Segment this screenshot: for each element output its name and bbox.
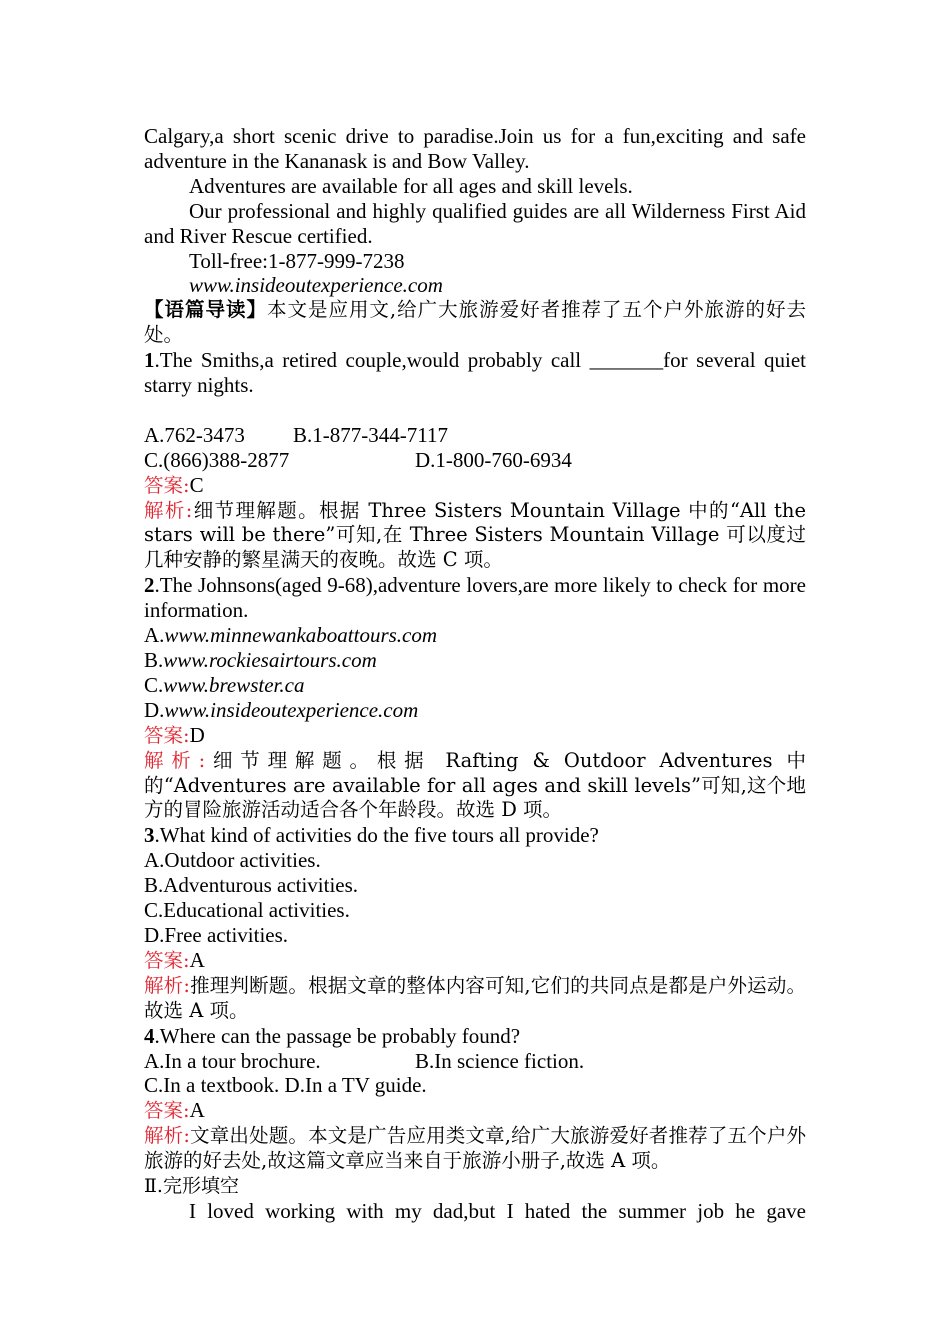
question-1-options-row-1 [144,423,806,448]
question-4-stem: 4.Where can the passage be probably found? [144,1023,521,1048]
question-1-answer: 答案:C [144,472,204,497]
question-3-option-d: D.Free activities. [144,922,289,947]
question-4-analysis: 解析:文章出处题。本文是广告应用类文章,给广大旅游爱好者推荐了五个户外旅游的好去处,故这篇文章应当来自于旅游小册子,故选 A 项。 [144,1124,806,1173]
question-1-option-c: C.(866)388-2877 [144,447,290,472]
section-2-title: Ⅱ.完形填空 [144,1175,239,1198]
passage-calgary: Calgary,a short scenic drive to paradise.Join us for a fun,exciting and safe adventure in the Kananask is and Bow Valley. [144,124,806,173]
passage-ages: Adventures are available for all ages and skill levels. [189,173,633,198]
question-2-answer: 答案:D [144,722,205,747]
reading-guide [144,298,806,348]
question-3-option-b: B.Adventurous activities. [144,873,359,898]
question-4-option-cd: C.In a textbook. D.In a TV guide. [144,1073,427,1098]
question-1-blank: _______ [589,348,664,373]
question-3-analysis: 解析:推理判断题。根据文章的整体内容可知,它们的共同点是都是户外运动。故选 A 项。 [144,973,806,1022]
question-3-option-a: A.Outdoor activities. [144,848,321,873]
section-2-first-line: I loved working with my dad,but I hated the summer job he gave [189,1198,806,1223]
passage-tollfree: Toll-free:1-877-999-7238 [189,248,405,273]
question-2-analysis: 解析:细节理解题。根据 Rafting & Outdoor Adventures 中的“Adventures are available for all ages and skill levels”可知,这个地方的冒险旅游活动适合各个年龄段。故选 D 项。 [144,748,806,822]
question-1-stem: 1.The Smiths,a retired couple,would probably call _______for several quiet starry nights. [144,348,806,398]
spacer [144,398,806,423]
question-2-number: 2 [144,573,155,598]
question-4-answer: 答案:A [144,1098,205,1123]
passage-website: www.insideoutexperience.com [189,273,443,298]
question-4-number: 4 [144,1023,155,1048]
question-3-stem: 3.What kind of activities do the five tours all provide? [144,823,599,848]
question-3-number: 3 [144,823,155,848]
question-2-option-d: D.www.insideoutexperience.com [144,697,419,722]
question-2-stem: 2.The Johnsons(aged 9-68),adventure lovers,are more likely to check for more information. [144,573,806,623]
question-1-options-row-2 [144,448,806,473]
question-1-option-b: B.1-877-344-7117 [293,422,448,447]
passage-guides: Our professional and highly qualified guides are all Wilderness First Aid and River Rescue certified. [144,198,806,248]
reading-guide-label: 【语篇导读】 [144,298,267,322]
question-4-option-b: B.In science fiction. [415,1048,585,1073]
question-4-option-a: A.In a tour brochure. [144,1048,321,1073]
question-3-option-c: C.Educational activities. [144,898,350,923]
document-page [144,124,806,1224]
reading-guide-text: 本文是应用文,给广大旅游爱好者推荐了五个户外旅游的好去处。 [144,298,806,347]
question-2-option-c: C.www.brewster.ca [144,672,305,697]
question-3-answer: 答案:A [144,947,205,972]
question-1-analysis: 解析:细节理解题。根据 Three Sisters Mountain Village 中的“All the stars will be there”可知,在 Three Sisters Mountain Village 可以度过几种安静的繁星满天的夜晚。故选 C 项。 [144,498,806,572]
question-2-option-b: B.www.rockiesairtours.com [144,648,377,673]
question-1-option-a: A.762-3473 [144,422,245,447]
question-2-option-a: A.www.minnewankaboattours.com [144,623,438,648]
question-4-options-row-1 [144,1049,806,1074]
question-1-number: 1 [144,348,155,373]
question-1-option-d: D.1-800-760-6934 [415,447,572,472]
